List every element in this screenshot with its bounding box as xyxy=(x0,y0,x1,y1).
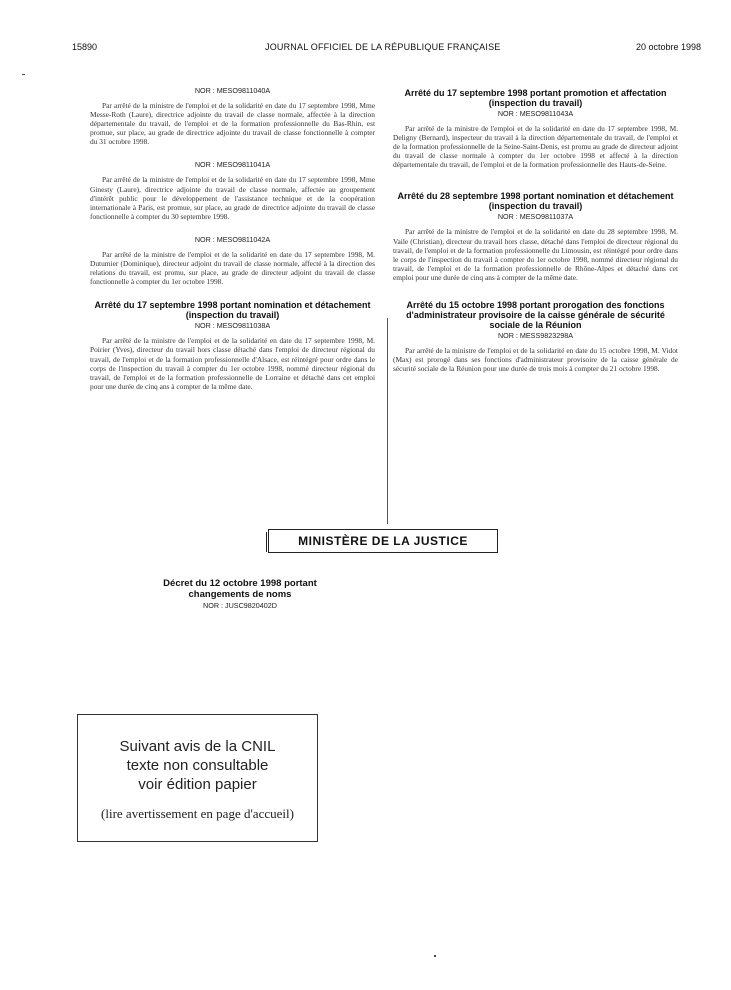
scan-speck xyxy=(22,74,25,75)
column-divider xyxy=(387,318,388,524)
left-column xyxy=(90,86,375,405)
nor-reference: NOR : MESO9811037A xyxy=(497,212,574,222)
article-block xyxy=(393,300,678,373)
article-title: Arrêté du 28 septembre 1998 portant nomination et détachement (inspection du travail) xyxy=(397,191,674,212)
nor-reference: NOR : JUSC9820402D xyxy=(203,601,277,610)
article-body: Par arrêté de la ministre de l'emploi et de la solidarité en date du 17 septembre 1998, M. Poirier (Yves), directeur du travail hors classe détaché dans l'emploi de directeur régional du travail, de l'emploi et de la formation professionnelle d'Alsace, est réintégré pour ordre dans le corps de l'inspection du travail à compter du 1er octobre 1998, nommé directeur régional du travail, de l'emploi et de la formation professionnelle de Lorraine et détaché dans cet emploi pour une durée de cinq ans à compter de la même date. xyxy=(90,336,375,391)
article-body: Par arrêté de la ministre de l'emploi et de la solidarité en date du 17 septembre 1998, Mme Messe-Roth (Laure), directrice adjointe du travail de classe normale, affectée à la direction départementale du travail, de l'emploi et de la formation professionnelle du Bas-Rhin, est promue, sur place, au grade de directrice adjointe du travail de classe fonctionnelle à compter du 31 octobre 1998. xyxy=(90,101,375,147)
page-number: 15890 xyxy=(72,42,98,52)
article-block xyxy=(90,300,375,391)
article-block xyxy=(90,160,375,220)
decree-title: Décret du 12 octobre 1998 portant changements de noms xyxy=(163,578,317,600)
article-block xyxy=(90,86,375,146)
article-body: Par arrêté de la ministre de l'emploi et de la solidarité en date du 17 septembre 1998, Mme Ginesty (Laure), directrice adjointe du travail de classe normale, affectée au groupement d'intérêt public pour le développement de l'assistance technique et de la coopération internationale à Paris, est promue, sur place, au grade de directrice adjointe du travail de classe fonctionnelle à compter du 30 septembre 1998. xyxy=(90,175,375,221)
article-body: Par arrêté de la ministre de l'emploi et de la solidarité en date du 17 septembre 1998, M. Deligny (Bernard), inspecteur du travail à la direction départementale du travail, de l'emploi et de la formation professionnelle de la Seine-Saint-Denis, est promu au grade de directeur adjoint du travail de classe normale à compter du 1er octobre 1998 et affecté à la direction départementale du travail, de l'emploi et de la formation professionnelle des Hauts-de-Seine. xyxy=(393,124,678,170)
cnil-notice-box xyxy=(77,714,318,842)
article-block xyxy=(90,235,375,286)
issue-date: 20 octobre 1998 xyxy=(635,42,701,52)
nor-reference: NOR : MESS9823298A xyxy=(497,331,574,341)
right-column xyxy=(393,88,678,387)
nor-reference: NOR : MESO9811041A xyxy=(194,160,271,170)
scan-speck xyxy=(434,955,436,957)
nor-reference: NOR : MESO9811042A xyxy=(194,234,271,244)
article-body: Par arrêté de la ministre de l'emploi et de la solidarité en date du 17 septembre 1998, M. Dutumier (Dominique), directeur adjoint du travail de classe normale, affecté à la direction des relations du travail, est promu, sur place, au grade de directeur adjoint du travail de classe fonctionnelle à compter du 1er octobre 1998. xyxy=(90,249,375,287)
cnil-line: texte non consultable xyxy=(126,757,269,774)
article-block xyxy=(393,88,678,169)
article-body: Par arrêté de la ministre de l'emploi et de la solidarité en date du 28 septembre 1998, M. Vaile (Christian), directeur du travail hors classe, détaché dans l'emploi de directeur régional du travail, de l'emploi et de la formation professionnelle du Limousin, est réintégré pour ordre dans le corps de l'inspection du travail à compter du 1er octobre 1998, nommé directeur régional du travail, de l'emploi et de la formation professionnelle de Rhône-Alpes et détaché dans cet emploi pour une durée de cinq ans à compter de la même date. xyxy=(393,227,678,282)
nor-reference: NOR : MESO9811043A xyxy=(497,109,574,118)
article-title: Arrêté du 17 septembre 1998 portant promotion et affectation (inspection du travail) xyxy=(404,88,667,108)
nor-reference: NOR : MESO9811038A xyxy=(194,321,271,331)
ministry-heading: MINISTÈRE DE LA JUSTICE xyxy=(268,529,498,553)
decree-block xyxy=(140,579,340,616)
cnil-line: Suivant avis de la CNIL xyxy=(119,738,276,755)
article-body: Par arrêté de la ministre de l'emploi et de la solidarité en date du 15 octobre 1998, M. Vidot (Max) est prorogé dans ses fonctions d'administrateur provisoire de la caisse générale de sécurité sociale de la Réunion pour une durée de trois mois à compter du 21 octobre 1998. xyxy=(393,346,678,374)
cnil-line: voir édition papier xyxy=(138,776,257,793)
nor-reference: NOR : MESO9811040A xyxy=(194,86,271,95)
article-title: Arrêté du 15 octobre 1998 portant prorogation des fonctions d'administrateur provisoire de la caisse générale de sécurité sociale de la Réunion xyxy=(406,300,665,331)
cnil-subnote: (lire avertissement en page d'accueil) xyxy=(101,806,294,821)
article-block xyxy=(393,191,678,282)
article-title: Arrêté du 17 septembre 1998 portant nomination et détachement (inspection du travail) xyxy=(94,300,371,321)
journal-title: JOURNAL OFFICIEL DE LA RÉPUBLIQUE FRANÇAISE xyxy=(265,42,501,52)
